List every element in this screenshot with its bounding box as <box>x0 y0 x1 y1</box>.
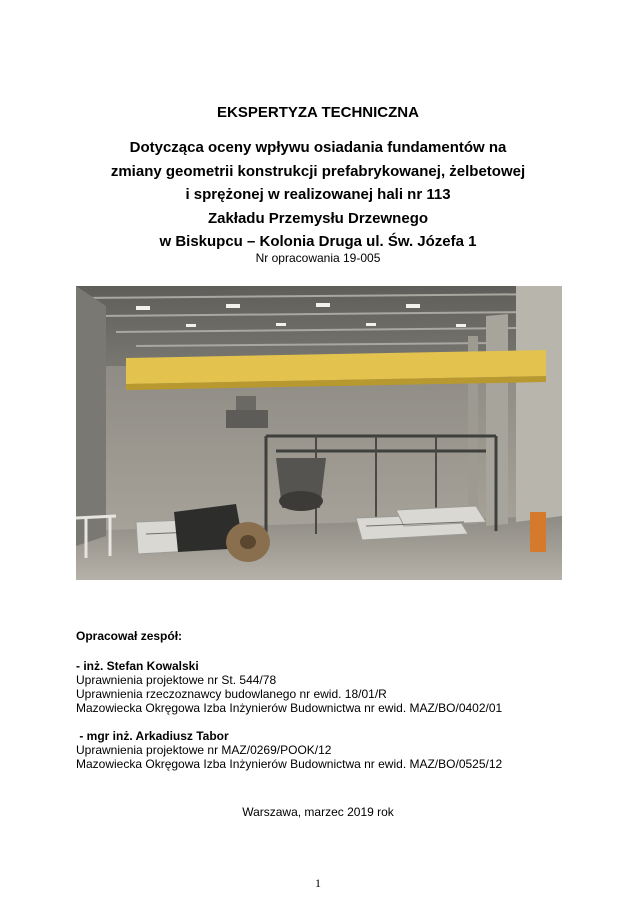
subtitle-line: Dotycząca oceny wpływu osiadania fundamentów na <box>129 139 507 156</box>
team-label: Opracował zespół: <box>76 629 183 643</box>
author-2 <box>76 729 576 771</box>
author-credential: Uprawnienia projektowe nr St. 544/78 <box>76 673 277 687</box>
author-credential: Mazowiecka Okręgowa Izba Inżynierów Budownictwa nr ewid. MAZ/BO/0402/01 <box>76 701 503 715</box>
author-1 <box>76 659 576 715</box>
document-number: Nr opracowania 19-005 <box>255 251 381 265</box>
page-number: 1 <box>315 876 321 890</box>
document-title: EKSPERTYZA TECHNICZNA <box>217 104 419 121</box>
subtitle-line: i sprężonej w realizowanej hali nr 113 <box>185 186 451 203</box>
authors-section <box>76 629 576 771</box>
subtitle-line: Zakładu Przemysłu Drzewnego <box>207 209 429 227</box>
author-credential: Uprawnienia projektowe nr MAZ/0269/POOK/12 <box>76 743 332 757</box>
author-name: - mgr inż. Arkadiusz Tabor <box>76 729 229 743</box>
author-name: - inż. Stefan Kowalski <box>76 659 199 673</box>
subtitle-line: w Biskupcu – Kolonia Druga ul. Św. Józefa 1 <box>159 233 477 250</box>
hall-photo <box>76 286 562 580</box>
author-credential: Uprawnienia rzeczoznawcy budowlanego nr ewid. 18/01/R <box>76 687 387 701</box>
subtitle-line: zmiany geometrii konstrukcji prefabrykowanej, żelbetowej <box>110 162 526 180</box>
document-subtitle <box>0 136 636 254</box>
place-date: Warszawa, marzec 2019 rok <box>242 805 394 819</box>
author-credential: Mazowiecka Okręgowa Izba Inżynierów Budownictwa nr ewid. MAZ/BO/0525/12 <box>76 757 503 771</box>
